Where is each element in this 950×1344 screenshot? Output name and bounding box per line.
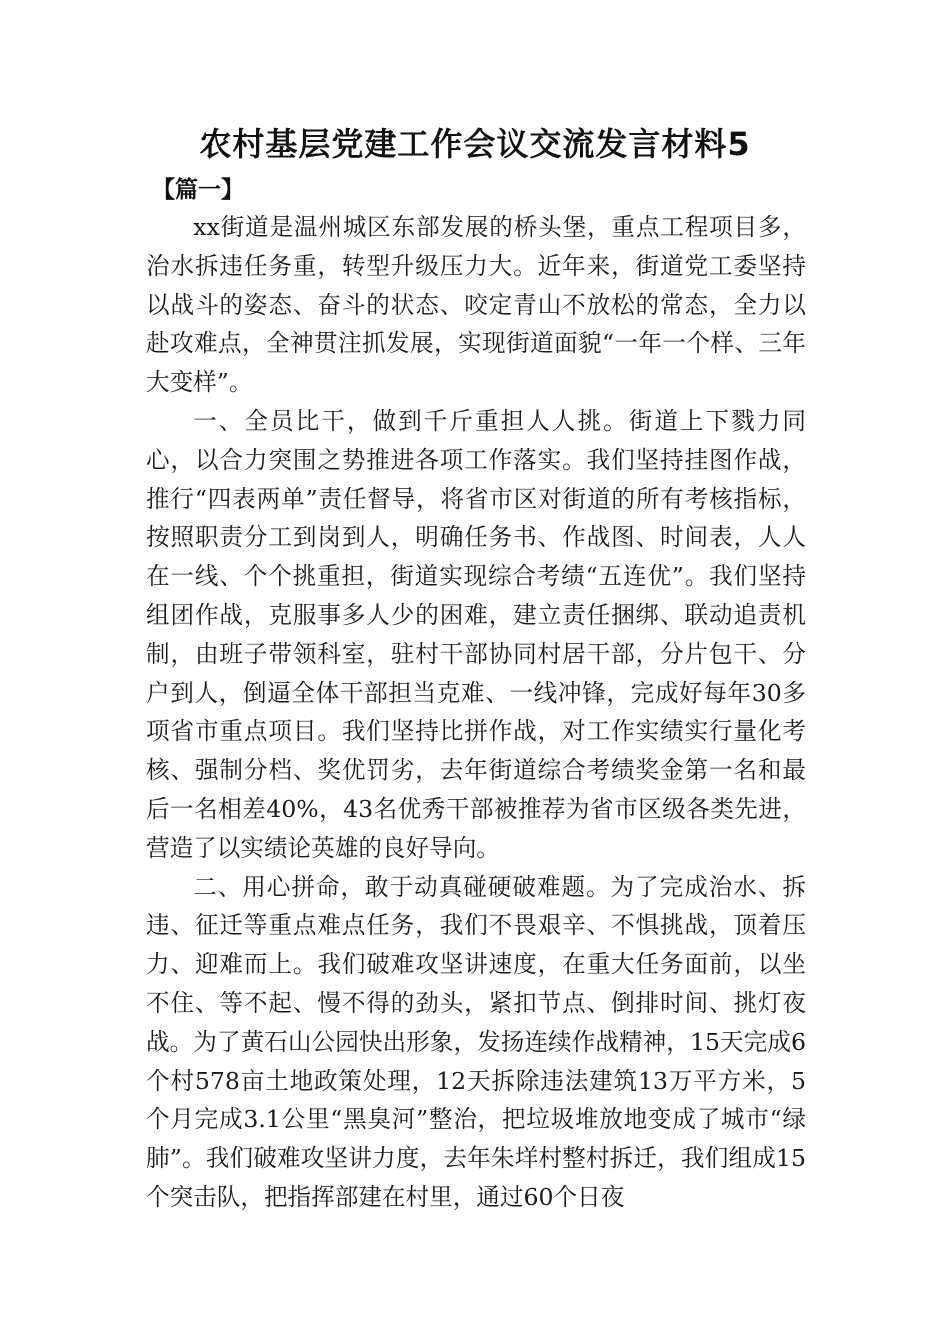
document-body [146,208,806,1217]
section-label: 【篇一】 [152,176,244,203]
paragraph-section-one: 一、全员比干，做到千斤重担人人挑。街道上下戮力同心，以合力突围之势推进各项工作落实。我们坚持挂图作战，推行“四表两单”责任督导，将省市区对街道的所有考核指标，按照职责分工到岗到人，明确任务书、作战图、时间表，人人在一线、个个挑重担，街道实现综合考绩“五连优”。我们坚持组团作战，克服事多人少的困难，建立责任捆绑、联动追责机制，由班子带领科室，驻村干部协同村居干部，分片包干、分户到人，倒逼全体干部担当克难、一线冲锋，完成好每年30多项省市重点项目。我们坚持比拼作战，对工作实绩实行量化考核、强制分档、奖优罚劣，去年街道综合考绩奖金第一名和最后一名相差40%，43名优秀干部被推荐为省市区级各类先进，营造了以实绩论英雄的良好导向。 [146,406,806,862]
paragraph-intro: xx街道是温州城区东部发展的桥头堡，重点工程项目多，治水拆违任务重，转型升级压力大。近年来，街道党工委坚持以战斗的姿态、奋斗的状态、咬定青山不放松的常态，全力以赴攻难点，全神贯注抓发展，实现街道面貌“一年一个样、三年大变样”。 [146,213,806,397]
document-title: 农村基层党建工作会议交流发言材料5 [199,125,751,163]
paragraph-section-two: 二、用心拼命，敢于动真碰硬破难题。为了完成治水、拆违、征迁等重点难点任务，我们不畏艰辛、不惧挑战，顶着压力、迎难而上。我们破难攻坚讲速度，在重大任务面前，以坐不住、等不起、慢不得的劲头，紧扣节点、倒排时间、挑灯夜战。为了黄石山公园快出形象，发扬连续作战精神，15天完成6个村578亩土地政策处理，12天拆除违法建筑13万平方米，5个月完成3.1公里“黑臭河”整治，把垃圾堆放地变成了城市“绿肺”。我们破难攻坚讲力度，去年朱垟村整村拆迁，我们组成15个突击队，把指挥部建在村里，通过60个日夜 [146,872,806,1211]
